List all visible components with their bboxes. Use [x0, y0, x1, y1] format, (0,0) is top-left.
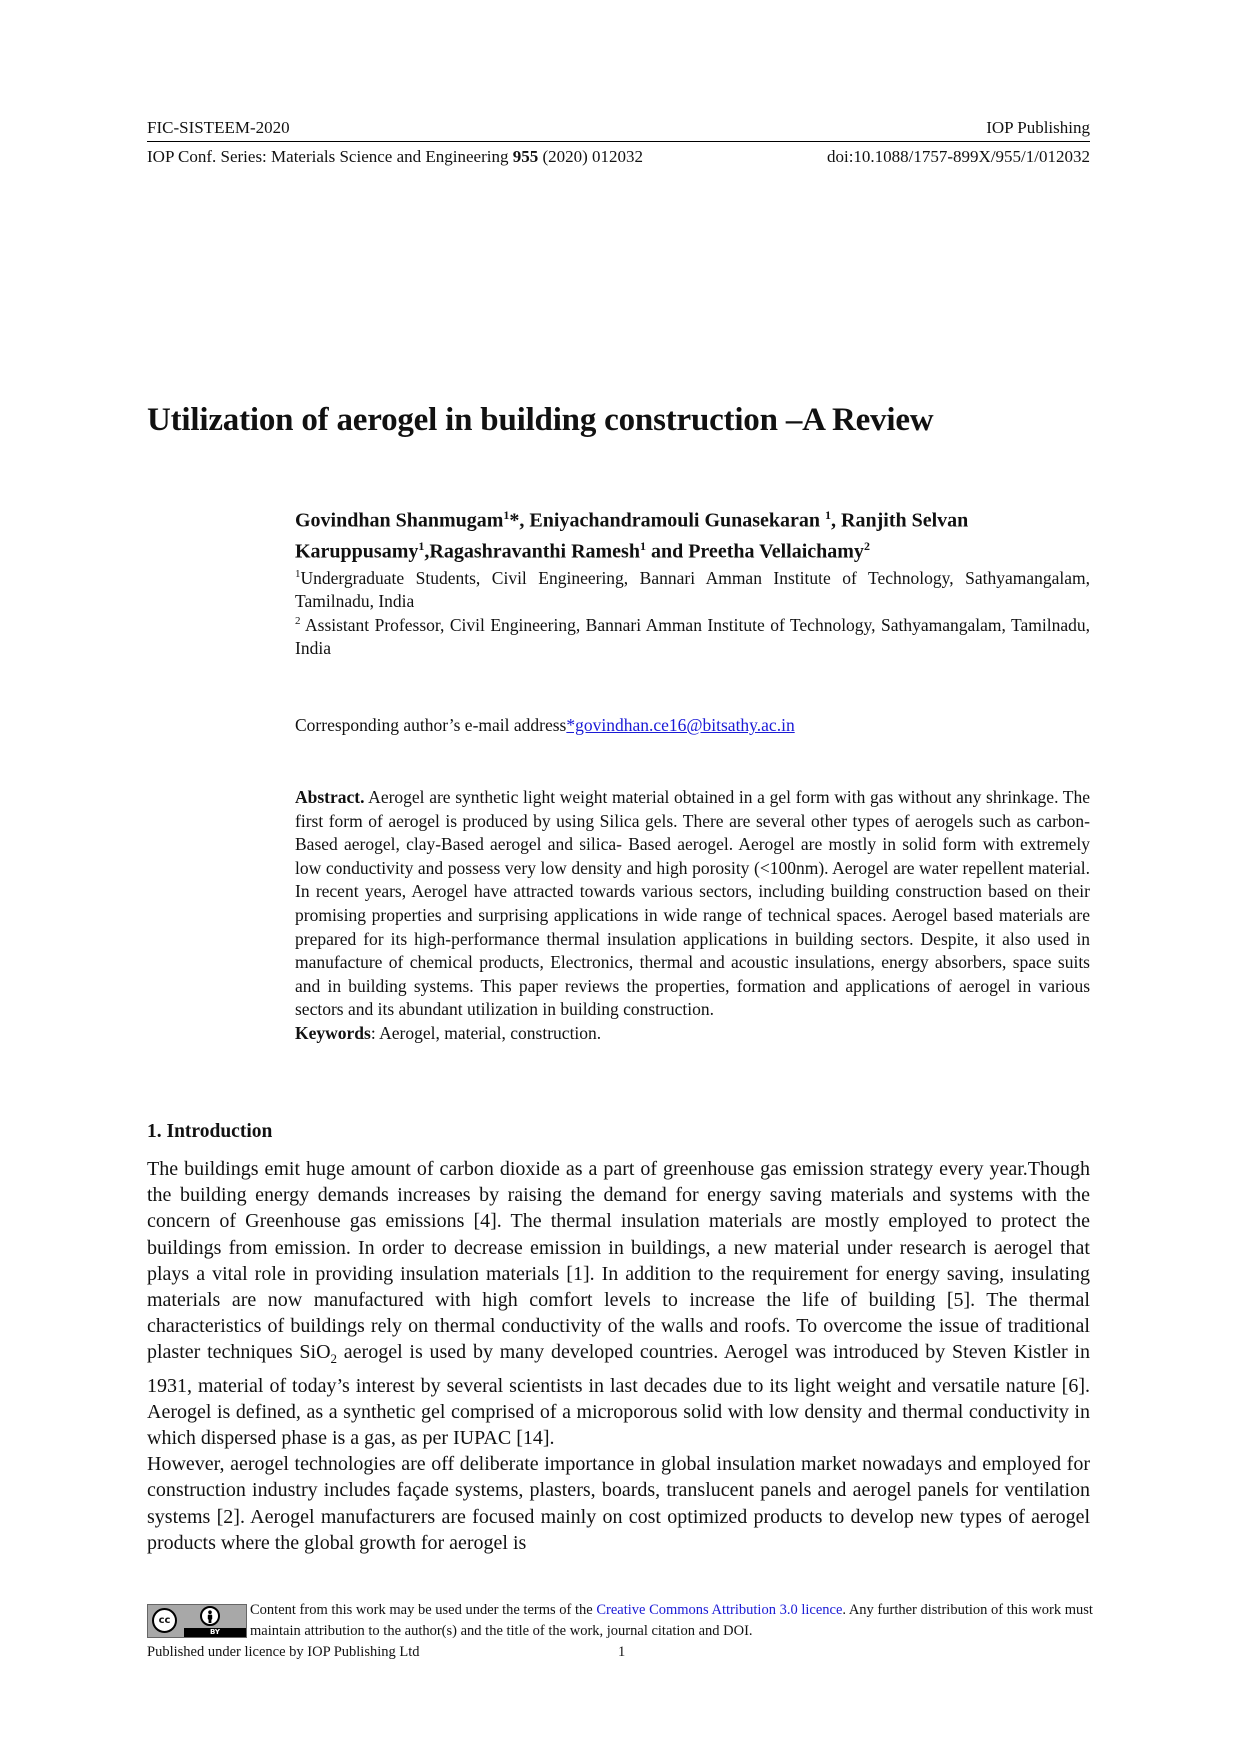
- paper-title: Utilization of aerogel in building construction –A Review: [147, 402, 934, 438]
- conference-name: FIC-SISTEEM-2020: [147, 118, 290, 137]
- cc-icon: cc: [152, 1608, 177, 1633]
- citation-line: [147, 147, 1090, 167]
- running-header: [147, 118, 1090, 142]
- license-notice: Content from this work may be used under the terms of the Creative Commons Attribution 3.0 licence. Any further distribution of this work must maintain attribution to the author(s) and the title of the work, journal citation and DOI.: [250, 1602, 1093, 1639]
- paragraph: The buildings emit huge amount of carbon dioxide as a part of greenhouse gas emission strategy every year.Though the building energy demands increases by raising the demand for energy saving materials and systems with the concern of Greenhouse gas emissions [4]. The thermal insulation materials are mostly employed to protect the buildings from emission. In order to decrease emission in buildings, a new material under research is aerogel that plays a vital role in providing insulation materials [1]. In addition to the requirement for energy saving, insulating materials are now manufactured with high comfort levels to increase the life of building [5]. The thermal characteristics of buildings rely on thermal conductivity of the walls and roofs. To overcome the issue of traditional plaster techniques SiO$_2$ aerogel is used by many developed countries. Aerogel was introduced by Steven Kistler in 1931, material of today’s interest by several scientists in last decades due to its light weight and versatile nature [6]. Aerogel is defined, as a synthetic gel comprised of a microporous solid with low density and thermal conductivity in which dispersed phase is a gas, as per IUPAC [14].: [147, 1158, 1090, 1450]
- publisher-name: IOP Publishing: [986, 118, 1090, 137]
- volume-number: 955: [512, 147, 539, 166]
- person-icon: [205, 1610, 215, 1623]
- introduction-body: [147, 1156, 1090, 1556]
- email-link[interactable]: *govindhan.ce16@bitsathy.ac.in: [566, 715, 795, 735]
- author-list: Govindhan Shanmugam$^1$*, Eniyachandramouli Gunasekaran $^1$, Ranjith Selvan Karuppusamy$^1$,Ragashravanthi Ramesh$^1$ and Preetha Vellaichamy$^2$: [295, 508, 969, 563]
- doi[interactable]: doi:10.1088/1757-899X/955/1/012032: [826, 147, 1090, 166]
- abstract: [295, 786, 1090, 1046]
- cc-by-badge[interactable]: [147, 1604, 247, 1638]
- page-number: 1: [618, 1644, 626, 1660]
- keywords-label: Keywords: [295, 1022, 371, 1043]
- series-citation: IOP Conf. Series: Materials Science and Engineering 955 (2020) 012032: [147, 147, 644, 166]
- affiliation-1: $^1$Undergraduate Students, Civil Engineering, Bannari Amman Institute of Technology, Sathyamangalam, Tamilnadu, India: [295, 567, 1090, 611]
- by-label: BY: [184, 1628, 246, 1637]
- correspondence-line: Corresponding author’s e-mail address*govindhan.ce16@bitsathy.ac.in: [295, 715, 795, 735]
- abstract-text: Aerogel are synthetic light weight material obtained in a gel form with gas without any shrinkage. The first form of aerogel is produced by using Silica gels. There are several other types of aerogels such as carbon-Based aerogel, clay-Based aerogel and silica- Based aerogel. Aerogel are mostly in solid form with extremely low conductivity and possess very low density and high porosity (<100nm). Aerogel are water repellent material. In recent years, Aerogel have attracted towards various sectors, including building construction based on their promising properties and surprising applications in wide range of technical spaces. Aerogel based materials are prepared for its high-performance thermal insulation applications in building sectors. Despite, it also used in manufacture of chemical products, Electronics, thermal and acoustic insulations, energy absorbers, space suits and in building systems. This paper reviews the properties, formation and applications of aerogel in various sectors and its abundant utilization in building construction.: [295, 787, 1090, 1020]
- section-heading-introduction: 1. Introduction: [147, 1121, 273, 1142]
- keywords: : Aerogel, material, construction.: [370, 1022, 602, 1043]
- attribution-person-icon: [200, 1606, 220, 1626]
- affiliation-2: $^2$ Assistant Professor, Civil Engineering, Bannari Amman Institute of Technology, Sathyamangalam, Tamilnadu, India: [295, 614, 1090, 658]
- paragraph: However, aerogel technologies are off deliberate importance in global insulation market nowadays and employed for construction industry includes façade systems, plasters, boards, translucent panels and aerogel panels for ventilation systems [2]. Aerogel manufacturers are focused mainly on cost optimized products to develop new types of aerogel products where the global growth for aerogel is: [147, 1453, 1090, 1554]
- publisher-notice: Published under licence by IOP Publishing Ltd: [147, 1644, 420, 1660]
- abstract-label: Abstract.: [295, 787, 365, 807]
- license-link[interactable]: Creative Commons Attribution 3.0 licence: [596, 1602, 843, 1618]
